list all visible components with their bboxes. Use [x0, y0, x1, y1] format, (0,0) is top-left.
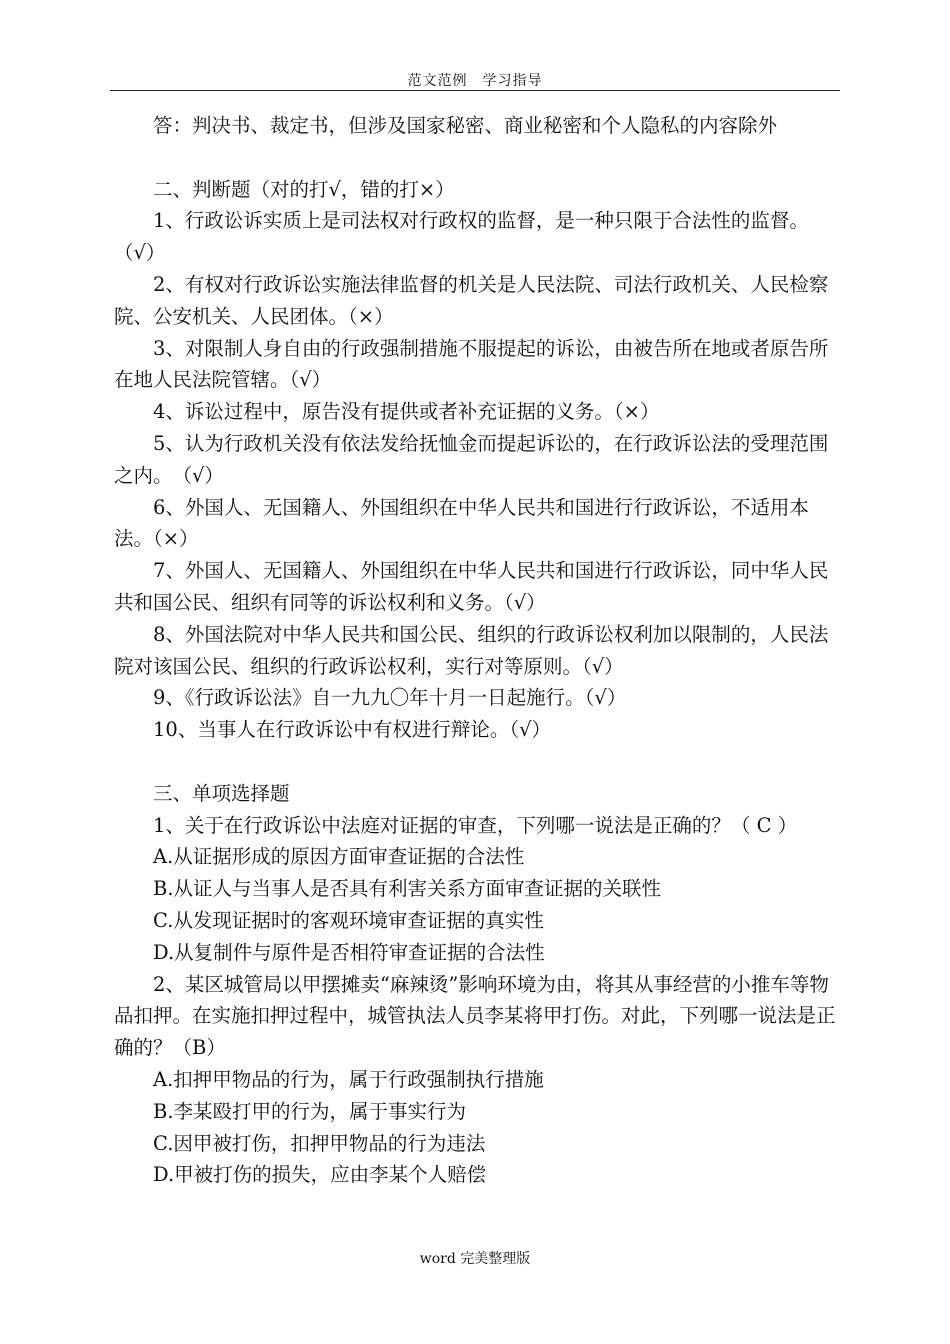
- question-option: A.扣押甲物品的行为，属于行政强制执行措施: [153, 1067, 544, 1091]
- judgment-item: 5、认为行政机关没有依法发给抚恤金而提起诉讼的，在行政诉讼法的受理范围之内。 （√）: [114, 431, 829, 487]
- page-header: 范文范例 学习指导: [407, 73, 543, 89]
- judgment-item: 10、当事人在行政诉讼中有权进行辩论。（√）: [153, 718, 551, 742]
- document-body: [114, 110, 836, 1191]
- question-option: D.甲被打伤的损失，应由李某个人赔偿: [153, 1163, 487, 1187]
- judgment-item: 6、外国人、无国籍人、外国组织在中华人民共和国进行行政诉讼，不适用本法。（×）: [114, 495, 809, 551]
- judgment-item: 8、外国法院对中华人民共和国公民、组织的行政诉讼权利加以限制的，人民法院对该国公民、组织的行政诉讼权利，实行对等原则。（√）: [114, 622, 829, 678]
- judgment-item: 2、有权对行政诉讼实施法律监督的机关是人民法院、司法行政机关、人民检察院、公安机关、人民团体。（×）: [114, 272, 829, 328]
- section-title-judgment: 二、判断题（对的打√，错的打×）: [153, 177, 455, 201]
- section-title-single-choice: 三、单项选择题: [153, 781, 290, 805]
- judgment-item: 3、对限制人身自由的行政强制措施不服提起的诉讼，由被告所在地或者原告所在地人民法院管辖。（√）: [114, 336, 829, 392]
- question-option: D.从复制件与原件是否相符审查证据的合法性: [153, 940, 545, 964]
- judgment-item: 9、《行政诉讼法》自一九九〇年十月一日起施行。（√）: [153, 686, 627, 710]
- question-stem: 1、关于在行政诉讼中法庭对证据的审查，下列哪一说法是正确的？（ C ）: [153, 813, 798, 837]
- judgment-item: 1、行政讼诉实质上是司法权对行政权的监督，是一种只限于合法性的监督。（√）: [114, 209, 809, 265]
- header-divider: [110, 90, 840, 91]
- judgment-item: 4、诉讼过程中，原告没有提供或者补充证据的义务。（×）: [153, 400, 660, 424]
- question-option: A.从证据形成的原因方面审查证据的合法性: [153, 845, 525, 869]
- judgment-item: 7、外国人、无国籍人、外国组织在中华人民共和国进行行政诉讼，同中华人民共和国公民、组织有同等的诉讼权利和义务。（√）: [114, 559, 829, 614]
- blank-line: [114, 142, 836, 174]
- question-option: B.从证人与当事人是否具有利害关系方面审查证据的关联性: [153, 877, 662, 901]
- blank-line: [114, 746, 836, 778]
- page-footer: word 完美整理版: [419, 1251, 531, 1267]
- question-stem: 2、某区城管局以甲摆摊卖“麻辣烫”影响环境为由，将其从事经营的小推车等物品扣押。在实施扣押过程中，城管执法人员李某将甲打伤。对此，下列哪一说法是正确的？（B）: [114, 972, 836, 1060]
- question-option: B.李某殴打甲的行为，属于事实行为: [153, 1099, 467, 1123]
- answer-paragraph: 答：判决书、裁定书，但涉及国家秘密、商业秘密和个人隐私的内容除外: [153, 114, 778, 137]
- question-option: C.从发现证据时的客观环境审查证据的真实性: [153, 908, 544, 932]
- question-option: C.因甲被打伤，扣押甲物品的行为违法: [153, 1131, 486, 1155]
